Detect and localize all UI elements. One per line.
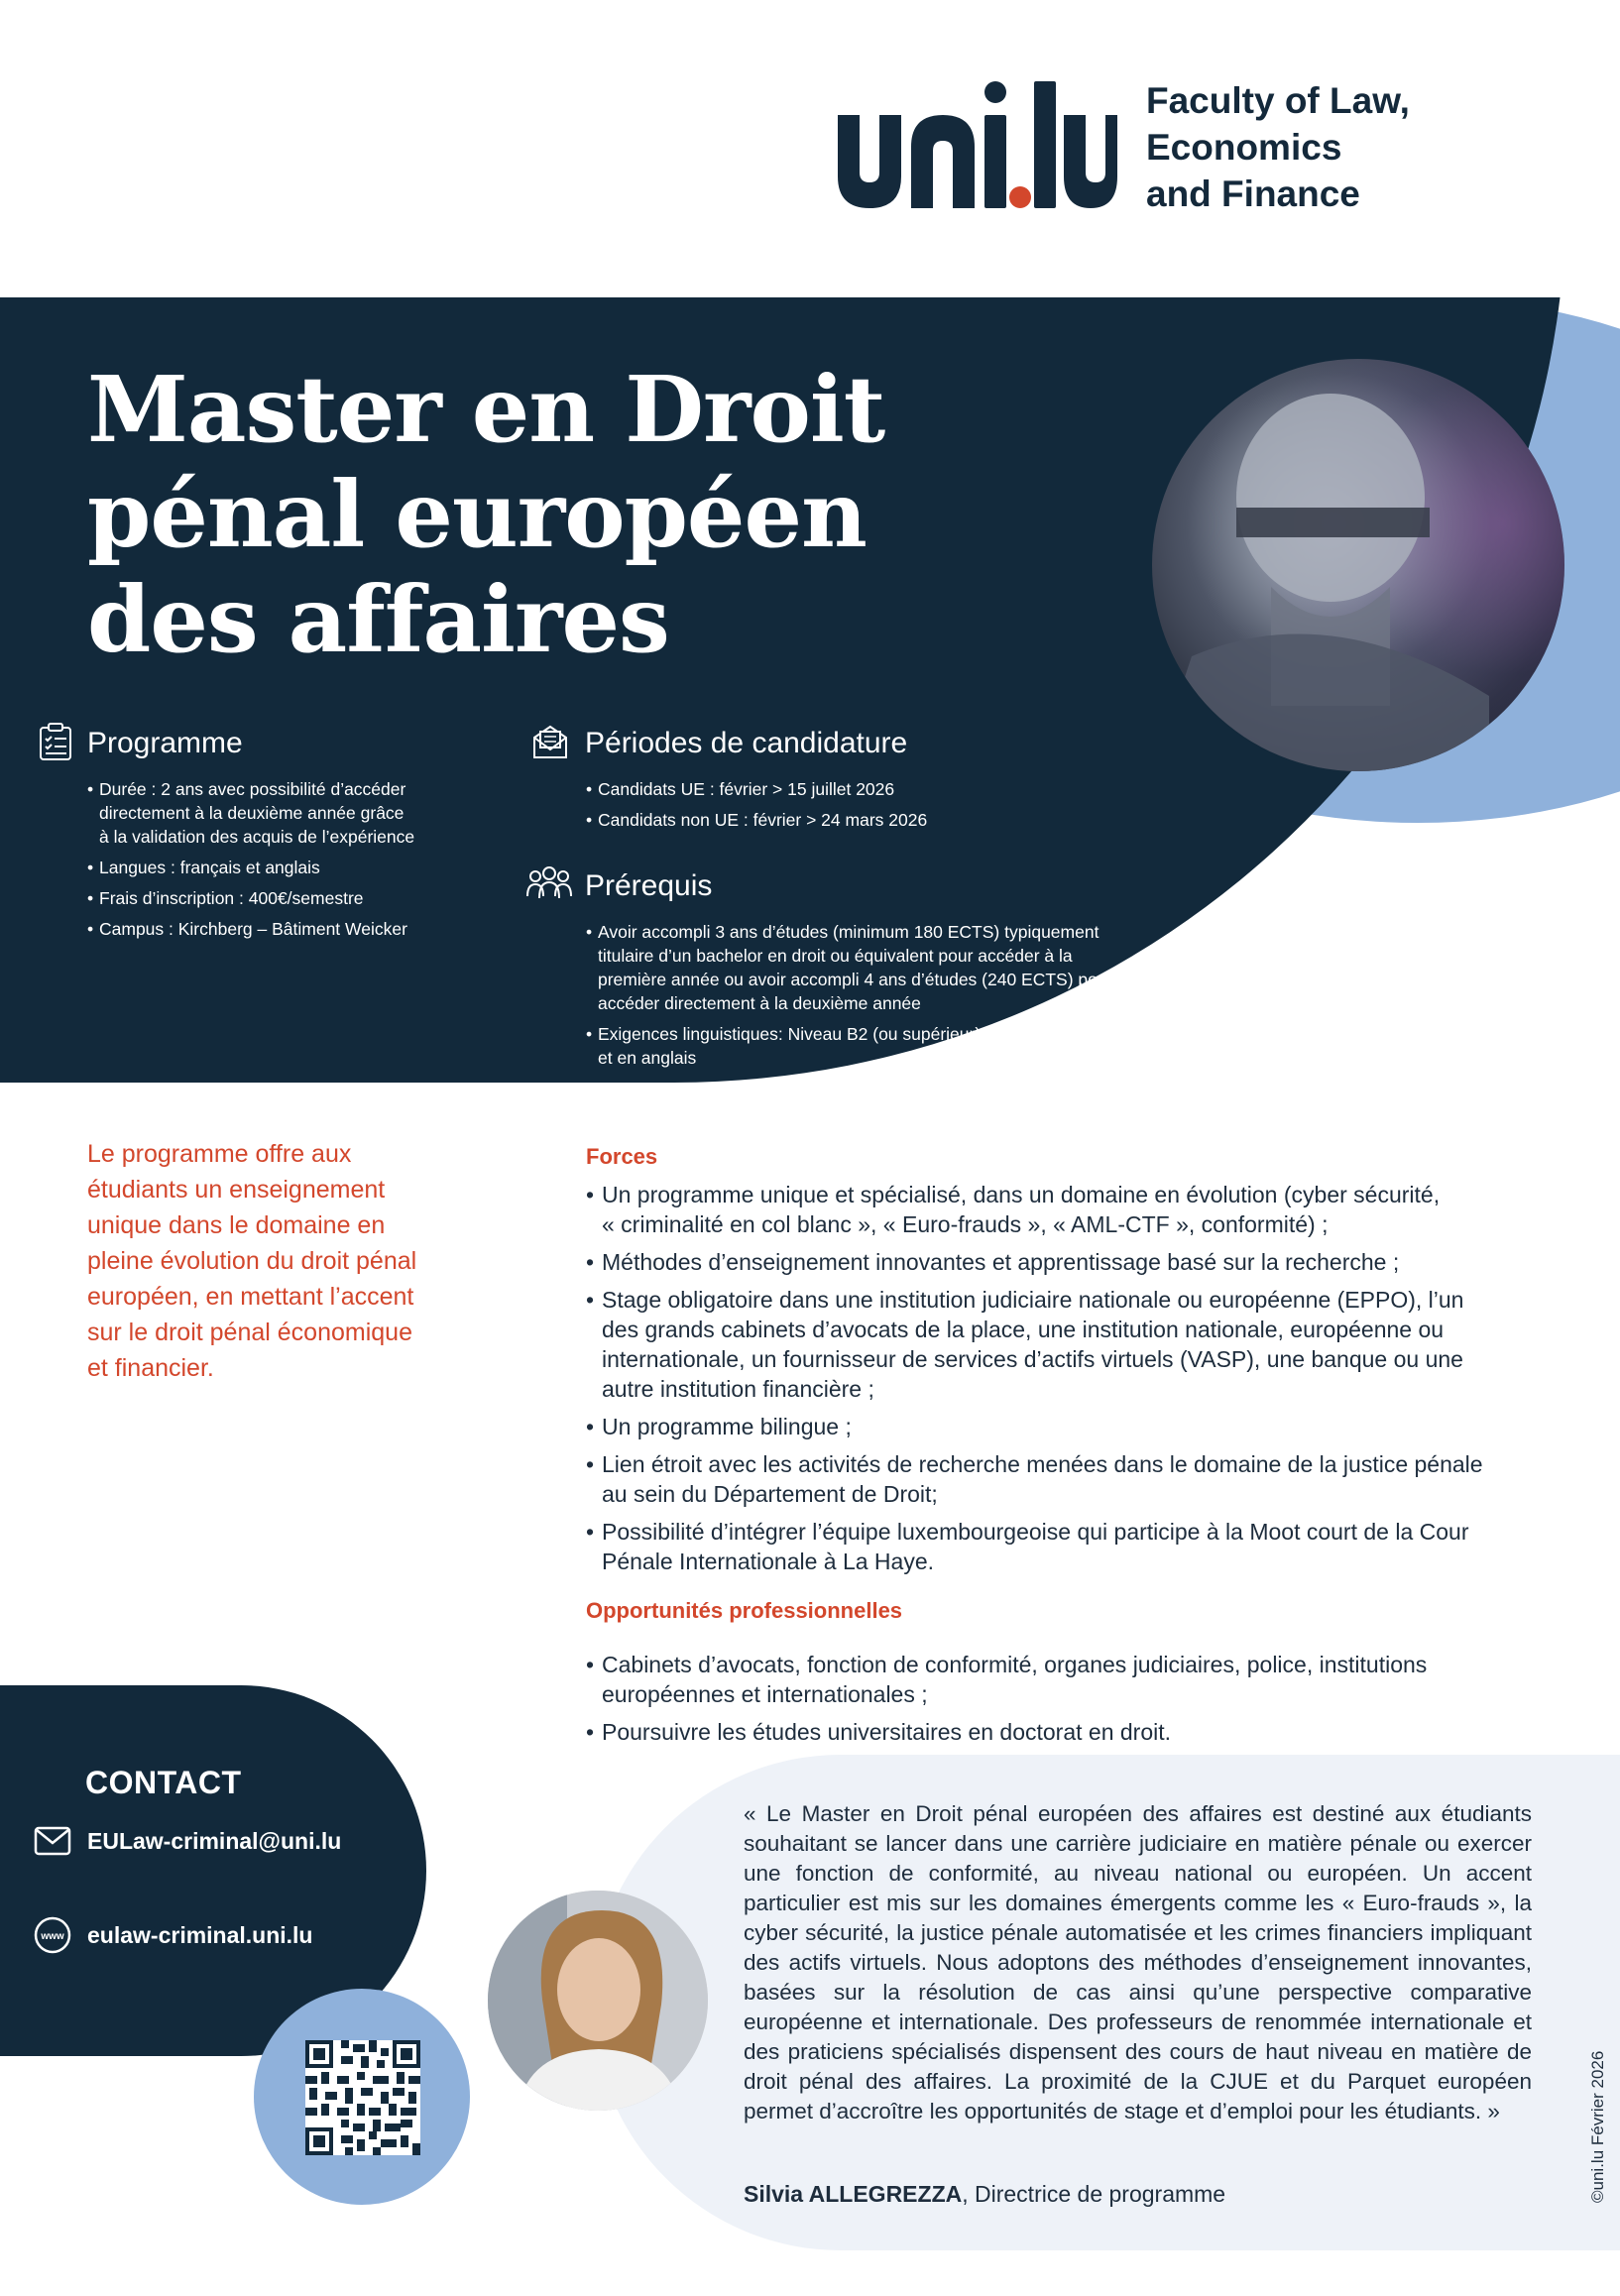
list-item: • Avoir accompli 3 ans d’études (minimum 180 ECTS) typiquement titulaire d’un bachelor en droit ou équivalent pour accéder à la première année ou avoir accompli 4 ans d’études (240 ECTS) pour accéder directement à la deuxième année (586, 920, 1181, 1015)
quote-author-name: Silvia ALLEGREZZA (744, 2181, 963, 2207)
page-title: Master en Droit pénal européen des affaires (87, 356, 885, 673)
contact-title: CONTACT (85, 1765, 242, 1800)
prerequis-heading: Prérequis (585, 869, 713, 902)
quote-author-role: , Directrice de programme (962, 2181, 1226, 2207)
contact-email-row[interactable] (34, 1826, 341, 1856)
forces-list (586, 1180, 1538, 1584)
list-item: • Langues : français et anglais (87, 856, 504, 879)
uni-lu-logo (838, 81, 1117, 210)
qr-code-icon[interactable] (305, 2040, 420, 2155)
list-item: • Poursuivre les études universitaires en doctorat en droit. (586, 1717, 1538, 1747)
programme-list (87, 777, 504, 948)
contact-website-row[interactable] (34, 1916, 312, 1954)
prerequis-list (586, 920, 1181, 1077)
list-item: • Lien étroit avec les activités de recherche menées dans le domaine de la justice pénale au sein du Département de Droit; (586, 1449, 1538, 1509)
testimonial-quote: « Le Master en Droit pénal européen des affaires est destiné aux étudiants souhaitant se lancer dans une carrière judiciaire en matière pénale ou exercer une fonction de conformité, au niveau national ou européen. Un accent particulier est mis sur les domaines émergents comme les « Euro-frauds », la cyber sécurité, la justice pénale automatisée et les crimes financiers impliquant des actifs virtuels. Nous adoptons des méthodes d’enseignement innovantes, basées sur la résolution de cas ainsi qu’une perspective comparative européenne et internationale. Des professeurs de renommée internationale et des praticiens spécialisés dispensent des cours de haut niveau en matière de droit pénal des affaires. La proximité de la CJUE et du Parquet européen permet d’accroître les opportunités de stage et d’emploi pour les étudiants. » (744, 1801, 1532, 2124)
periodes-list (586, 777, 1141, 839)
quote-signature (744, 2181, 1225, 2208)
list-item: • Exigences linguistiques: Niveau B2 (ou supérieur) en français et en anglais (586, 1022, 1181, 1070)
logo-red-dot (1009, 186, 1031, 208)
svg-text:www: www (41, 1931, 64, 1942)
portrait-photo (488, 1891, 708, 2111)
opportunites-list (586, 1650, 1538, 1755)
intro-text: Le programme offre aux étudiants un enseignement unique dans le domaine en pleine évolution du droit pénal européen, en mettant l’accent sur le droit pénal économique et financier. (87, 1140, 417, 1382)
list-item: • Candidats non UE : février > 24 mars 2026 (586, 808, 1141, 832)
envelope-letter-icon (530, 722, 570, 761)
list-item: • Stage obligatoire dans une institution judiciaire nationale ou européenne (EPPO), l’un des grands cabinets d’avocats de la place, une institution nationale, européenne ou internationale, un fournisseur de services d’actifs virtuels (VASP), une banque ou une autre institution financière ; (586, 1285, 1538, 1404)
clipboard-icon (36, 722, 75, 761)
list-item: • Un programme bilingue ; (586, 1412, 1538, 1441)
list-item: • Candidats UE : février > 15 juillet 2026 (586, 777, 1141, 801)
faculty-name: Faculty of Law, Economics and Finance (1146, 80, 1410, 214)
list-item: • Méthodes d’enseignement innovantes et apprentissage basé sur la recherche ; (586, 1247, 1538, 1277)
list-item: • Cabinets d’avocats, fonction de conformité, organes judiciaires, police, institutions européennes et internationales ; (586, 1650, 1538, 1709)
people-icon (525, 864, 573, 904)
periodes-heading: Périodes de candidature (585, 727, 908, 759)
forces-heading: Forces (586, 1144, 658, 1169)
copyright-text: ©uni.lu Février 2026 (1588, 2050, 1607, 2203)
list-item: • Possibilité d’intégrer l’équipe luxembourgeoise qui participe à la Moot court de la Cour Pénale Internationale à La Haye. (586, 1517, 1538, 1576)
opportunites-heading: Opportunités professionnelles (586, 1598, 903, 1623)
list-item: • Campus : Kirchberg – Bâtiment Weicker (87, 917, 504, 941)
justice-statue-photo (1152, 359, 1564, 771)
list-item: • Frais d’inscription : 400€/semestre (87, 886, 504, 910)
uni-lu-wordmark (838, 81, 1117, 210)
contact-email-link[interactable]: EULaw-criminal@uni.lu (87, 1827, 342, 1854)
programme-heading: Programme (87, 727, 243, 759)
contact-website-link[interactable]: eulaw-criminal.uni.lu (87, 1921, 313, 1948)
list-item: • Un programme unique et spécialisé, dans un domaine en évolution (cyber sécurité, « criminalité en col blanc », « Euro-frauds », « AML-CTF », conformité) ; (586, 1180, 1538, 1239)
list-item: • Durée : 2 ans avec possibilité d’accéder directement à la deuxième année grâce à la validation des acquis de l’expérience (87, 777, 504, 849)
envelope-icon (34, 1826, 71, 1856)
www-globe-icon (34, 1916, 71, 1954)
